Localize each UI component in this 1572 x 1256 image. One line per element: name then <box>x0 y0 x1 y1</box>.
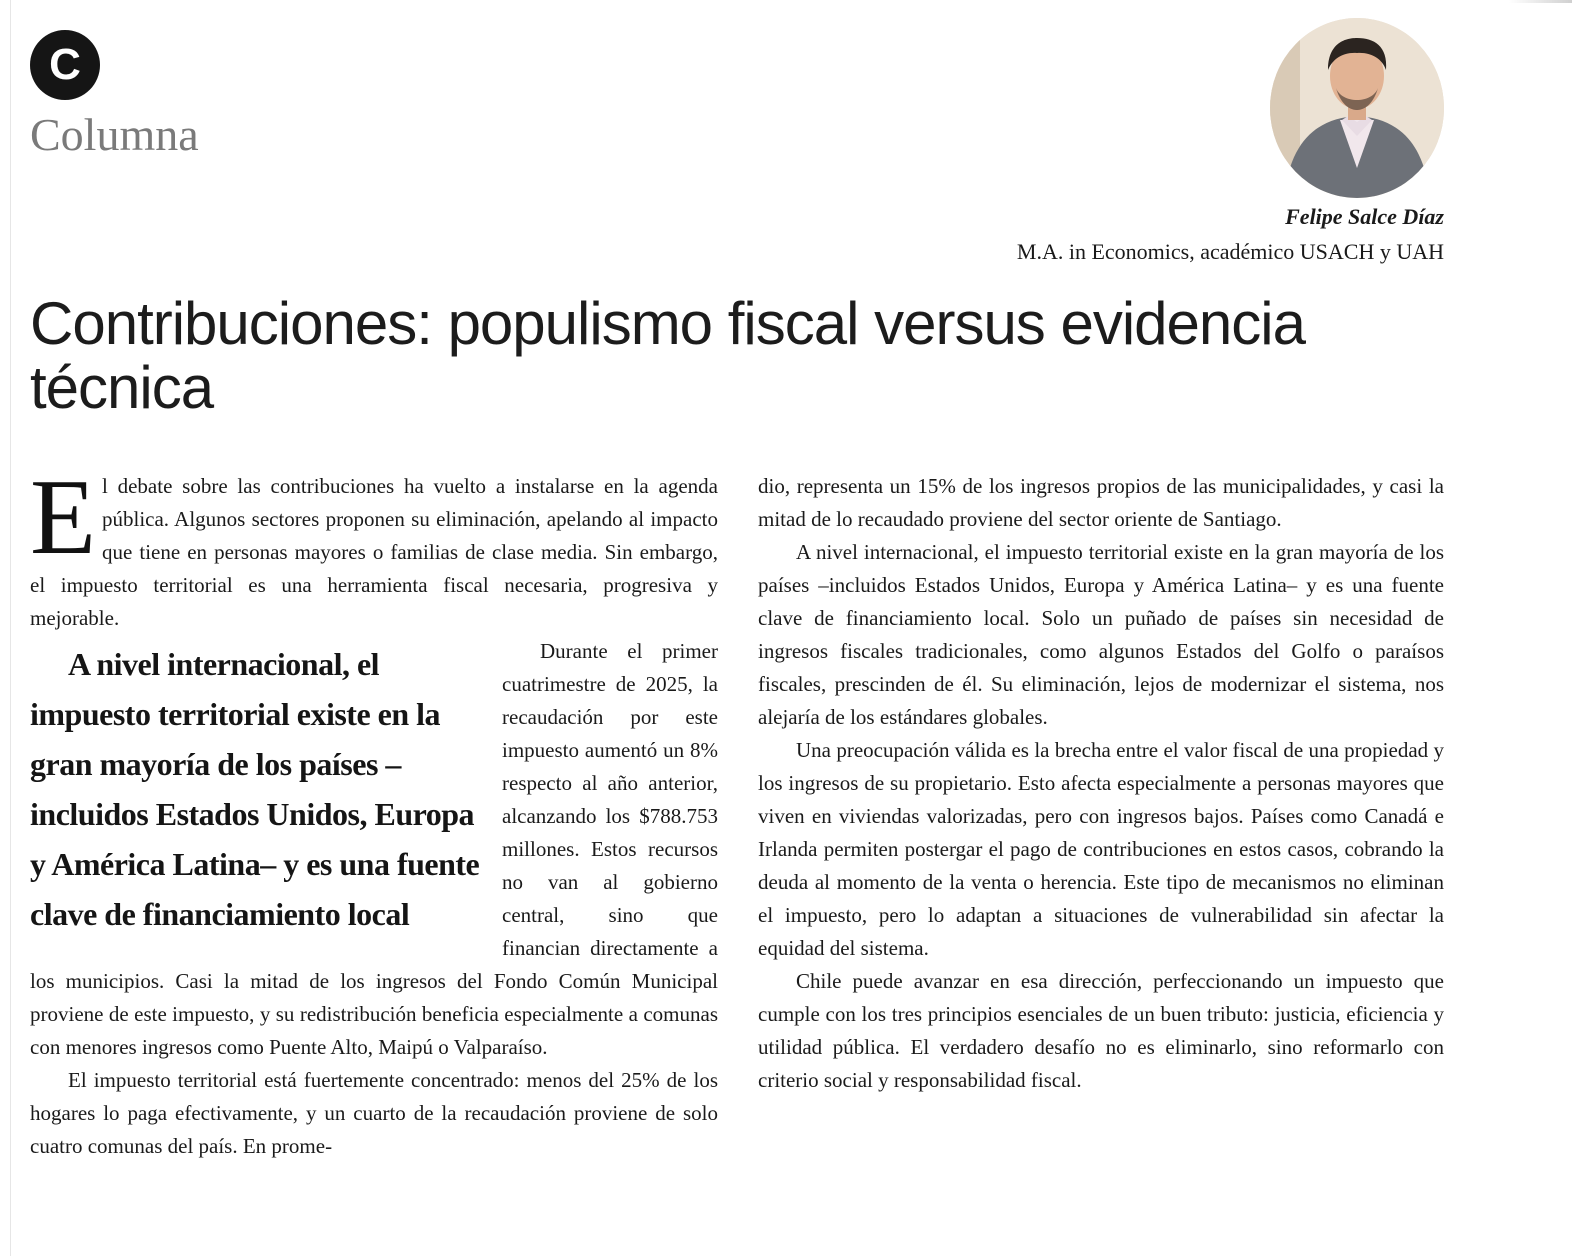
left-edge <box>10 0 11 1256</box>
article-column-right <box>758 470 1444 1097</box>
author-portrait-icon <box>1270 18 1444 198</box>
paragraph-2 <box>30 635 718 1064</box>
paragraph-6: Chile puede avanzar en esa dirección, perfeccionando un impuesto que cumple con los tres principios esenciales de un buen tributo: justicia, eficiencia y utilidad pública. El verdadero desafío no es eliminarlo, sino reformarlo con criterio social y responsabilidad fiscal. <box>758 969 1444 1092</box>
article-headline: Contribuciones: populismo fiscal versus evidencia técnica <box>30 290 1305 421</box>
section-label: Columna <box>30 109 199 160</box>
pull-quote: A nivel internacional, el impuesto territorial existe en la gran mayoría de los países – incluidos Estados Unidos, Europa y América Latina– y es una fuente clave de financiamiento local <box>30 646 480 932</box>
drop-cap: E <box>30 458 96 577</box>
column-badge <box>30 30 100 100</box>
paragraph-3: El impuesto territorial está fuertemente concentrado: menos del 25% de los hogares lo paga efectivamente, y un cuarto de la recaudación proviene de solo cuatro comunas del país. En prome- <box>30 1068 718 1158</box>
author-role: M.A. in Economics, académico USACH y UAH <box>1016 239 1444 264</box>
paragraph-1-text: l debate sobre las contribuciones ha vuelto a instalarse en la agenda pública. Algunos sectores proponen su eliminación, apelando al impacto que tiene en personas mayores o familias de clase media. Sin embargo, el impuesto territorial es una herramienta fiscal necesaria, progresiva y mejorable. <box>30 474 718 630</box>
author-name: Felipe Salce Díaz <box>1285 204 1444 229</box>
paragraph-4: A nivel internacional, el impuesto territorial existe en la gran mayoría de los países –incluidos Estados Unidos, Europa y América Latina– y es una fuente clave de financiamiento local. Solo un puñado de países sin necesidad de ingresos fiscales tradicionales, como algunos Estados del Golfo o paraísos fiscales, prescinden de él. Su eliminación, lejos de modernizar el sistema, nos alejaría de los estándares globales. <box>758 540 1444 729</box>
paragraph-1 <box>30 458 718 635</box>
badge-letter: C <box>49 40 81 89</box>
paragraph-5: Una preocupación válida es la brecha entre el valor fiscal de una propiedad y los ingresos de su propietario. Esto afecta especialmente a personas mayores que viven en viviendas valorizadas, pero con ingresos bajos. Países como Canadá e Irlanda permiten postergar el pago de contribuciones en estos casos, cobrando la deuda al momento de la venta o herencia. Este tipo de mecanismos no eliminan el impuesto, pero lo adaptan a situaciones de vulnerabilidad sin afectar la equidad del sistema. <box>758 738 1444 960</box>
paragraph-2-text: Durante el primer cuatrimestre de 2025, la recaudación por este impuesto aumentó un 8% respecto al año anterior, alcanzando los $788.753 millones. Estos recursos no van al gobierno central, sino que financian directamente a los municipios. Casi la mitad de los ingresos del Fondo Común Municipal proviene de este impuesto, y su redistribución beneficia especialmente a comunas con menores ingresos como Puente Alto, Maipú o Valparaíso. <box>30 639 718 1059</box>
article-column-left <box>30 458 718 1163</box>
author-photo <box>1270 18 1444 198</box>
top-edge <box>0 0 1572 3</box>
paragraph-3-continued: dio, representa un 15% de los ingresos propios de las municipalidades, y casi la mitad de lo recaudado proviene del sector oriente de Santiago. <box>758 474 1444 531</box>
